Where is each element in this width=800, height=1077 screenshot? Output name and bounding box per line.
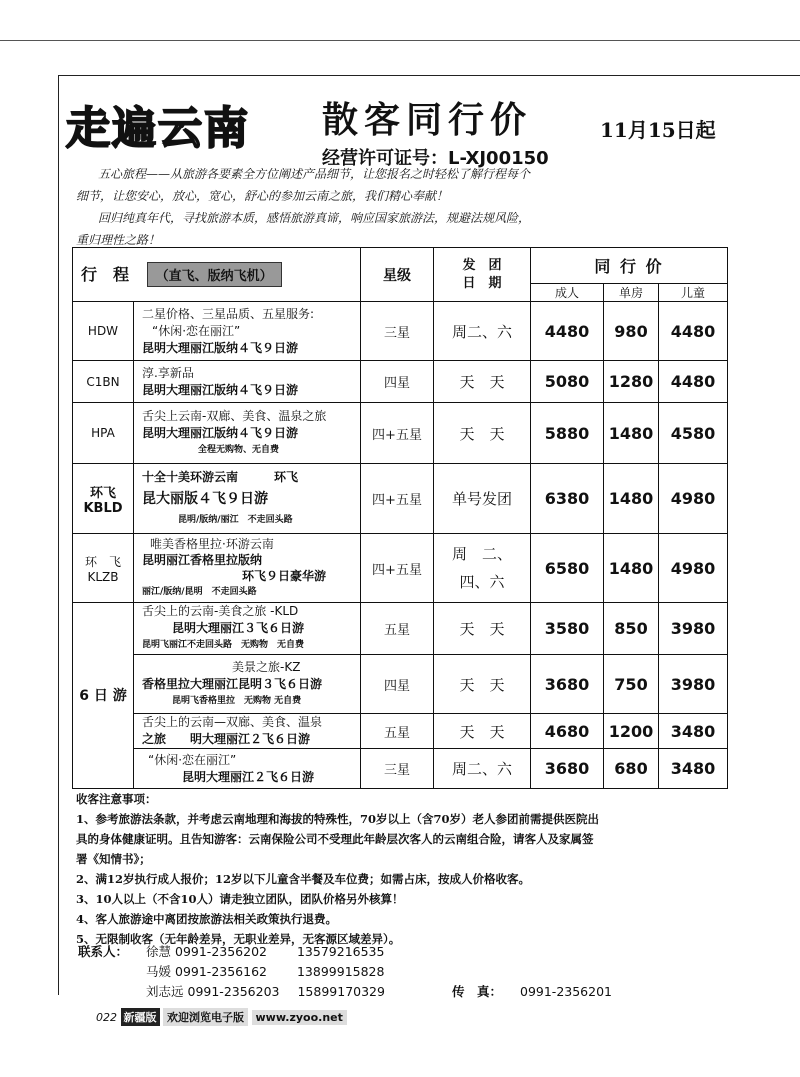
adult-price: 4680 [531,714,604,749]
license-number: 经营许可证号：L-XJ00150 [322,148,549,169]
single-price: 1280 [604,361,659,403]
note-item: 3、10人以上（不含10人）请走独立团队，团队价格另外核算！ [76,892,404,906]
star-header: 星级 [361,248,434,302]
departure-cell: 天 天 [434,403,531,464]
route-line: 香格里拉大理丽江昆明３飞６日游 [142,676,323,691]
contact-mobile: 13899915828 [296,964,385,979]
single-price: 980 [604,302,659,361]
adult-price: 3680 [531,655,604,714]
route-line: 十全十美环游云南 环飞 [142,469,299,484]
child-price: 4480 [659,361,728,403]
table-row [73,302,728,361]
adult-price: 3580 [531,603,604,655]
single-price: 1200 [604,714,659,749]
note-item: 5、无限制收客（无年龄差异，无职业差异，无客源区域差异）。 [76,932,401,946]
top-frame [0,0,800,41]
contact-mobile: 13579216535 [296,944,385,959]
fax-row [452,982,612,1000]
route-line: 淳.享新品 [142,365,194,380]
child-price: 4480 [659,302,728,361]
edition-tag: 新疆版 [121,1008,160,1026]
child-price: 3980 [659,655,728,714]
departure-cell: 周 二、 四、六 [434,534,531,603]
page-footer [96,1008,347,1026]
intro-text [76,163,726,251]
route-line: 二星价格、三星品质、五星服务: [142,306,315,321]
route-desc [134,464,361,534]
intro-line: 回归纯真年代，寻找旅游本质，感悟旅游真谛，响应国家旅游法，规避法规风险， [98,211,531,225]
contact-mobile: 15899170329 [297,984,385,999]
price-header: 同 行 价 [531,248,728,284]
star-cell: 四+五星 [361,534,434,603]
intro-line: 细节，让您安心，放心，宽心，舒心的参加云南之旅，我们精心奉献！ [76,189,449,203]
table-row [73,534,728,603]
star-cell: 四+五星 [361,403,434,464]
table-row [73,603,728,655]
flight-badge: （直飞、版纳飞机） [147,262,282,287]
departure-cell: 天 天 [434,714,531,749]
route-line: “休闲·恋在丽江” [148,752,237,767]
route-line: 环飞９日豪华游 [242,569,327,583]
left-border [58,75,59,995]
departure-cell: 单号发团 [434,464,531,534]
route-header [73,248,361,302]
departure-cell: 周二、六 [434,749,531,789]
single-price: 1480 [604,403,659,464]
contact-name: 马媛 [146,964,172,979]
route-line: 昆明大理丽江３飞６日游 [172,621,305,635]
child-header: 儿童 [659,284,728,302]
contact-phone: 0991-2356202 [175,944,267,959]
child-price: 3480 [659,714,728,749]
note-item: 2、满12岁执行成人报价；12岁以下儿童含半餐及车位费；如需占床，按成人价格收客。 [76,872,531,886]
route-desc [134,603,361,655]
table-row [73,403,728,464]
route-desc [134,361,361,403]
route-line: 之旅 明大理丽江２飞６日游 [142,732,311,746]
contact-row [146,982,385,1000]
table-row [73,714,728,749]
route-line: 昆明大理丽江版纳４飞９日游 [142,425,299,440]
single-price: 750 [604,655,659,714]
route-line: 昆明丽江香格里拉版纳 [142,553,263,567]
route-line: 舌尖上的云南—双廊、美食、温泉 [142,715,323,729]
route-line: 昆明大理丽江版纳４飞９日游 [142,340,299,355]
table-row [73,749,728,789]
intro-line: 重归理性之路！ [76,233,161,247]
adult-price: 6580 [531,534,604,603]
footer-text: 欢迎浏览电子版 [163,1008,248,1026]
route-line: 全程无购物、无自费 [198,444,280,455]
single-price: 680 [604,749,659,789]
six-day-group-label: 6 日 游 [73,603,134,789]
route-code: 环飞 KBLD [73,464,134,534]
single-price: 850 [604,603,659,655]
departure-cell: 天 天 [434,655,531,714]
notes-section [76,789,746,949]
departure-cell: 周二、六 [434,302,531,361]
child-price: 4580 [659,403,728,464]
route-code: C1BN [73,361,134,403]
table-row [73,361,728,403]
departure-cell: 天 天 [434,361,531,403]
fax-number: 0991-2356201 [520,984,612,999]
adult-price: 5080 [531,361,604,403]
departure-cell: 天 天 [434,603,531,655]
note-item: 1、参考旅游法条款，并考虑云南地理和海拔的特殊性，70岁以上（含70岁）老人参团前需提供医院出 [76,812,600,826]
table-row [73,464,728,534]
table-row [73,655,728,714]
contact-row [146,942,384,960]
route-desc [134,655,361,714]
route-line: 唯美香格里拉·环游云南 [150,537,274,551]
child-price: 4980 [659,464,728,534]
star-cell: 三星 [361,749,434,789]
departure-header: 发 团 日 期 [434,248,531,302]
star-cell: 四+五星 [361,464,434,534]
page-title: 散客同行价 [322,100,533,141]
star-cell: 三星 [361,302,434,361]
route-desc [134,302,361,361]
star-cell: 五星 [361,603,434,655]
adult-price: 5880 [531,403,604,464]
child-price: 3980 [659,603,728,655]
adult-price: 3680 [531,749,604,789]
route-code: HDW [73,302,134,361]
route-line: 昆明大理丽江２飞６日游 [182,769,315,784]
adult-price: 6380 [531,464,604,534]
price-table [72,247,728,789]
route-line: “休闲·恋在丽江” [152,323,241,338]
adult-header: 成人 [531,284,604,302]
route-code: HPA [73,403,134,464]
route-code: 环 飞 KLZB [73,534,134,603]
single-price: 1480 [604,534,659,603]
single-header: 单房 [604,284,659,302]
route-line: 美景之旅-KZ [232,659,301,674]
star-cell: 四星 [361,655,434,714]
route-desc [134,714,361,749]
notes-title: 收客注意事项： [76,792,157,806]
star-cell: 五星 [361,714,434,749]
adult-price: 4480 [531,302,604,361]
contact-name: 刘志远 [146,984,184,999]
contact-label: 联系人： [78,944,129,959]
route-line: 舌尖上的云南-美食之旅 -KLD [142,604,299,618]
route-desc [134,749,361,789]
route-line: 昆大丽版４飞９日游 [142,490,268,507]
note-item: 署《知情书》； [76,852,151,866]
note-item: 具的身体健康证明。且告知游客：云南保险公司不受理此年龄层次客人的云南组合险，请客人及家属签 [76,832,594,846]
route-line: 昆明大理丽江版纳４飞９日游 [142,382,299,397]
divider-line [58,75,800,76]
route-desc [134,403,361,464]
route-line: 舌尖上云南-双廊、美食、温泉之旅 [142,408,327,423]
fax-label: 传 真： [452,984,503,999]
contact-row [146,962,384,980]
star-cell: 四星 [361,361,434,403]
single-price: 1480 [604,464,659,534]
note-item: 4、客人旅游途中离团按旅游法相关政策执行退费。 [76,912,337,926]
route-desc [134,534,361,603]
child-price: 4980 [659,534,728,603]
brand-logo: 走遍云南 [66,103,250,154]
effective-date: 11月15日起 [600,118,716,142]
contact-name: 徐慧 [146,944,172,959]
contact-phone: 0991-2356203 [187,984,280,999]
route-header-label: 行 程 [81,265,130,284]
child-price: 3480 [659,749,728,789]
route-line: 昆明飞丽江不走回头路 无购物 无自费 [142,640,305,650]
route-line: 昆明飞香格里拉 无购物 无自费 [172,695,302,706]
footer-url[interactable]: www.zyoo.net [252,1010,347,1025]
page-number: 022 [96,1011,117,1024]
route-line: 丽江/版纳/昆明 不走回头路 [142,587,257,597]
intro-line: 五心旅程——从旅游各要素全方位阐述产品细节，让您报名之时轻松了解行程每个 [98,167,531,181]
contact-phone: 0991-2356162 [175,964,267,979]
route-line: 昆明/版纳/丽江 不走回头路 [178,514,293,525]
